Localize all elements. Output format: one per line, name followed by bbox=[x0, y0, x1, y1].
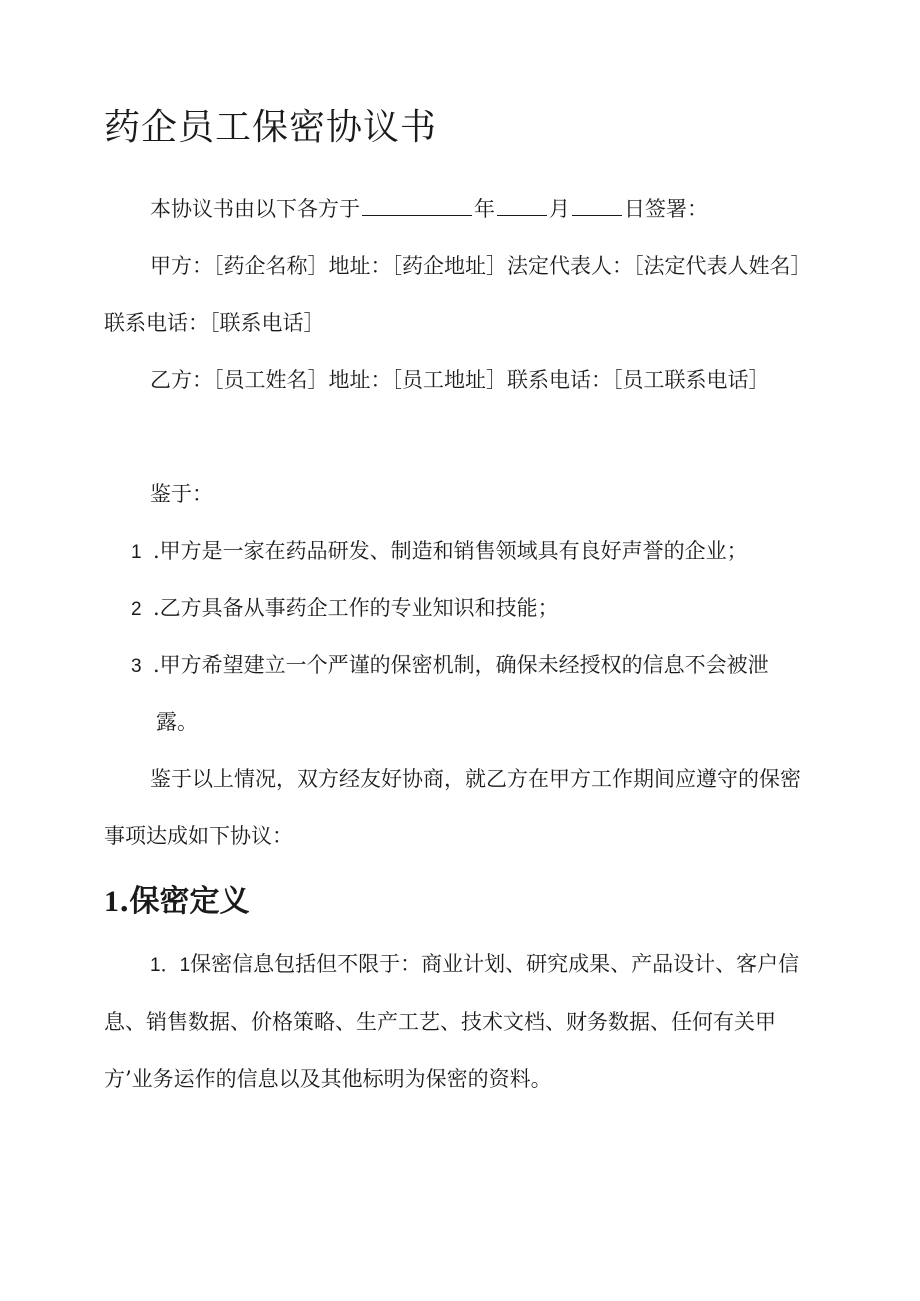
whereas-item-3 bbox=[131, 637, 811, 695]
party-b-paragraph: 乙方：［员工姓名］地址：［员工地址］联系电话：［员工联系电话］ bbox=[150, 368, 770, 392]
clause-number: 1．1 bbox=[150, 955, 191, 976]
whereas-item-number: 2 bbox=[131, 599, 142, 620]
clause-1-1-paragraph bbox=[104, 936, 804, 1108]
whereas-item-text: .甲方希望建立一个严谨的保密机制，确保未经授权的信息不会被泄 bbox=[153, 653, 769, 677]
document-title: 药企员工保密协议书 bbox=[104, 107, 438, 148]
whereas-heading: 鉴于： bbox=[150, 482, 213, 506]
whereas-item-3-continuation: 露。 bbox=[156, 710, 198, 734]
year-label: 年 bbox=[474, 197, 495, 221]
whereas-item-1 bbox=[131, 523, 811, 581]
clause-text: 保密信息包括但不限于：商业计划、研究成果、产品设计、客户信息、销售数据、价格策略、生产工艺、技术文档、财务数据、任何有关甲方’业务运作的信息以及其他标明为保密的资料。 bbox=[104, 952, 800, 1091]
day-label: 日签署： bbox=[624, 197, 708, 221]
month-label: 月 bbox=[549, 197, 570, 221]
signing-prefix: 本协议书由以下各方于 bbox=[150, 197, 360, 221]
signing-date-line bbox=[104, 181, 804, 238]
whereas-item-text: .乙方具备从事药企工作的专业知识和技能； bbox=[153, 596, 559, 620]
year-blank bbox=[362, 195, 472, 216]
party-a-paragraph: 甲方：［药企名称］地址：［药企地址］法定代表人：［法定代表人姓名］联系电话：［联系电话］ bbox=[104, 254, 801, 335]
section-title: .保密定义 bbox=[119, 884, 250, 919]
whereas-item-number: 1 bbox=[131, 542, 142, 563]
whereas-item-2 bbox=[131, 580, 811, 638]
agreement-intro-paragraph: 鉴于以上情况，双方经友好协商，就乙方在甲方工作期间应遵守的保密事项达成如下协议： bbox=[104, 767, 801, 848]
section-number: 1 bbox=[104, 885, 119, 918]
whereas-item-number: 3 bbox=[131, 656, 142, 677]
whereas-item-text: .甲方是一家在药品研发、制造和销售领域具有良好声誉的企业； bbox=[153, 539, 748, 563]
month-blank bbox=[497, 195, 547, 216]
day-blank bbox=[572, 195, 622, 216]
section-1-heading bbox=[104, 876, 249, 928]
